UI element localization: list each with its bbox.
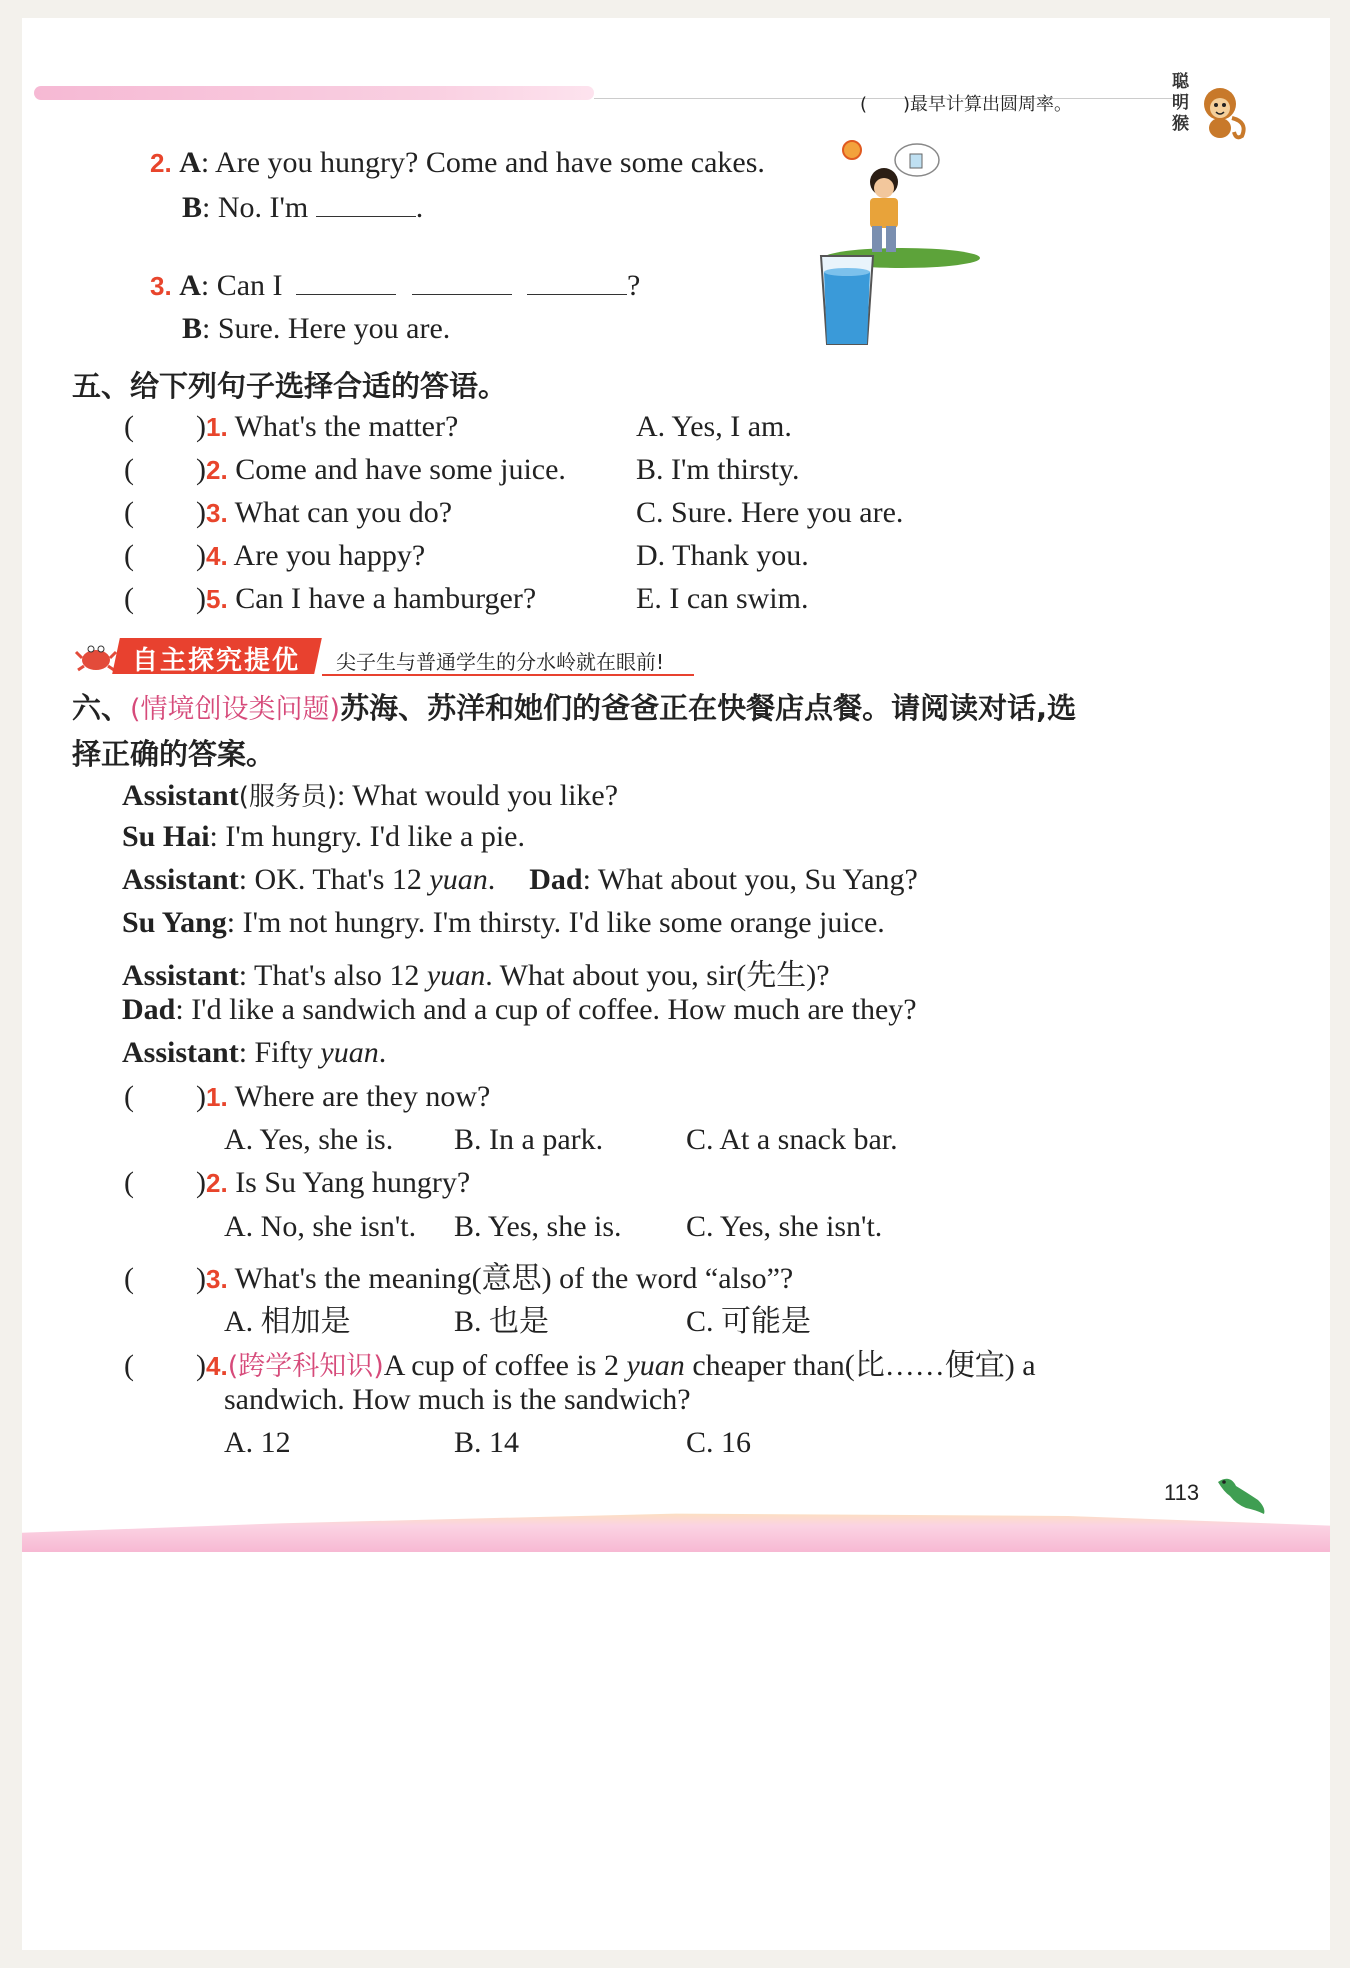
question-row: ( )2. Come and have some juice. xyxy=(124,453,566,486)
section-6-title-line2: 择正确的答案。 xyxy=(72,737,276,771)
water-glass-illustration xyxy=(817,250,877,350)
answer-blank[interactable] xyxy=(412,268,512,295)
answer-blank[interactable] xyxy=(316,190,416,217)
option-b: B. In a park. xyxy=(454,1123,604,1156)
answer-blank[interactable] xyxy=(527,268,627,295)
workbook-page xyxy=(22,18,1330,1950)
dialog-line: Assistant: That's also 12 yuan. What about you, sir(先生)? xyxy=(122,959,830,992)
answer-option: B. I'm thirsty. xyxy=(636,453,800,486)
option-c: C. Yes, she isn't. xyxy=(686,1210,883,1243)
dialog-line: Dad: I'd like a sandwich and a cup of coffee. How much are they? xyxy=(122,993,917,1026)
dialog-2-a: 2. A: Are you hungry? Come and have some cakes. xyxy=(150,146,765,179)
question-row: ( )1. What's the matter? xyxy=(124,410,459,443)
logo-text: 聪明猴 xyxy=(1172,72,1189,134)
option-b: B. 14 xyxy=(454,1426,520,1459)
question-row-continued: sandwich. How much is the sandwich? xyxy=(224,1383,691,1416)
answer-option: A. Yes, I am. xyxy=(636,410,792,443)
option-a: A. 相加是 xyxy=(224,1305,351,1338)
dialog-3-a: 3. A: Can I ? xyxy=(150,269,641,302)
option-a: A. 12 xyxy=(224,1426,291,1459)
question-row: ( )2. Is Su Yang hungry? xyxy=(124,1166,471,1199)
answer-option: C. Sure. Here you are. xyxy=(636,496,904,529)
header-stripe xyxy=(34,86,594,100)
option-a: A. Yes, she is. xyxy=(224,1123,394,1156)
section-6-title: 六、(情境创设类问题)苏海、苏洋和她们的爸爸正在快餐店点餐。请阅读对话,选 xyxy=(72,691,1077,725)
section-banner xyxy=(74,636,694,676)
dialog-line: Su Hai: I'm hungry. I'd like a pie. xyxy=(122,820,526,853)
option-b: B. 也是 xyxy=(454,1305,550,1338)
option-a: A. No, she isn't. xyxy=(224,1210,417,1243)
question-row: ( )1. Where are they now? xyxy=(124,1080,491,1113)
question-row: ( )4. Are you happy? xyxy=(124,539,426,572)
question-tag: (跨学科知识) xyxy=(227,1351,384,1382)
question-row: ( )5. Can I have a hamburger? xyxy=(124,582,537,615)
question-row: ( )3. What can you do? xyxy=(124,496,453,529)
banner-title: 自主探究提优 xyxy=(132,646,301,676)
option-c: C. At a snack bar. xyxy=(686,1123,898,1156)
dialog-3-b: B: Sure. Here you are. xyxy=(182,312,451,345)
question-row: ( )3. What's the meaning(意思) of the word “also”? xyxy=(124,1262,794,1295)
page-number: 113 xyxy=(1164,1480,1200,1505)
header-tip: ( )最早计算出圆周率。 xyxy=(860,94,1073,115)
question-row: ( )4.(跨学科知识)A cup of coffee is 2 yuan cheaper than(比……便宜) a xyxy=(124,1349,1036,1382)
crab-icon xyxy=(74,638,118,674)
option-c: C. 可能是 xyxy=(686,1305,812,1338)
option-c: C. 16 xyxy=(686,1426,752,1459)
banner-slogan: 尖子生与普通学生的分水岭就在眼前! xyxy=(336,650,665,674)
option-b: B. Yes, she is. xyxy=(454,1210,622,1243)
dinosaur-icon xyxy=(1212,1470,1272,1518)
hungry-boy-illustration xyxy=(822,128,982,268)
answer-option: E. I can swim. xyxy=(636,582,809,615)
banner-underline xyxy=(322,674,694,676)
answer-blank[interactable] xyxy=(296,268,396,295)
section-tag: (情境创设类问题) xyxy=(130,694,341,725)
dialog-line: Assistant: OK. That's 12 yuan. Dad: What about you, Su Yang? xyxy=(122,863,918,896)
dialog-line: Assistant: Fifty yuan. xyxy=(122,1036,387,1069)
section-5-title: 五、给下列句子选择合适的答语。 xyxy=(72,369,508,403)
dialog-line: Su Yang: I'm not hungry. I'm thirsty. I'd like some orange juice. xyxy=(122,906,885,939)
answer-option: D. Thank you. xyxy=(636,539,809,572)
dialog-2-b: B: No. I'm . xyxy=(182,191,424,224)
monkey-logo xyxy=(1172,66,1252,146)
dialog-line: Assistant(服务员): What would you like? xyxy=(122,779,619,812)
footer-stripe xyxy=(22,1504,1330,1552)
item-number: 2. xyxy=(150,148,172,178)
item-number: 3. xyxy=(150,271,172,301)
